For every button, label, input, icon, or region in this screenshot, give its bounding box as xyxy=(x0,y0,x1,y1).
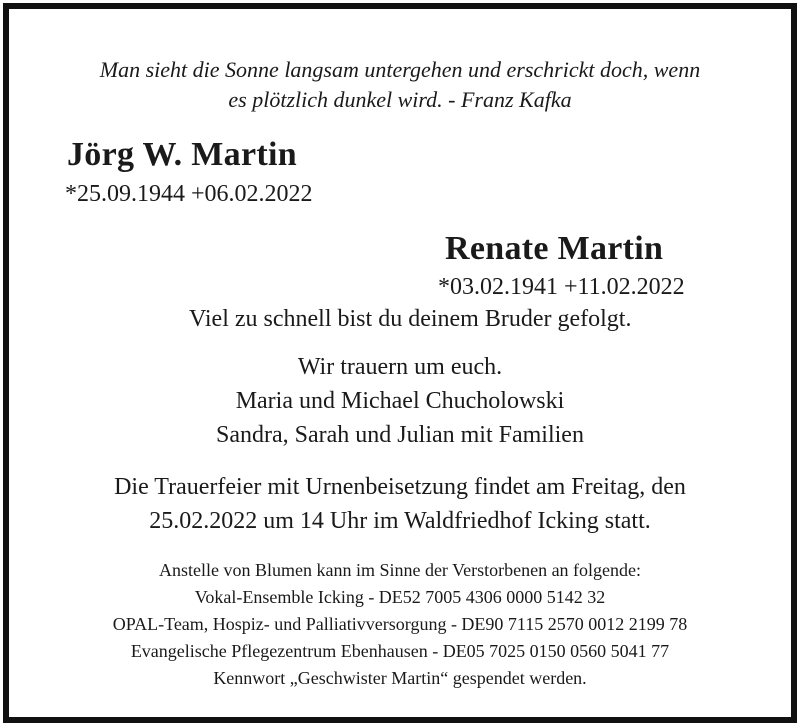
kafka-quote-line-1: Man sieht die Sonne langsam untergehen und erschrickt doch, wenn xyxy=(99,57,701,82)
deceased-dates-joerg: *25.09.1944 +06.02.2022 xyxy=(65,181,313,207)
donations-intro: Anstelle von Blumen kann im Sinne der Verstorbenen an folgende: xyxy=(158,560,642,580)
deceased-name-joerg: Jörg W. Martin xyxy=(67,136,297,173)
deceased-name-renate: Renate Martin xyxy=(445,230,664,267)
donation-line-pflegezentrum: Evangelische Pflegezentrum Ebenhausen - DE05 7025 0150 0560 5041 77 xyxy=(130,641,670,661)
obituary-frame xyxy=(3,3,797,723)
donation-keyword: Kennwort „Geschwister Martin“ gespendet werden. xyxy=(213,668,587,688)
mourners-intro: Wir trauern um euch. xyxy=(297,354,503,380)
ceremony-line-2: 25.02.2022 um 14 Uhr im Waldfriedhof Icking statt. xyxy=(149,508,651,534)
ceremony-line-1: Die Trauerfeier mit Urnenbeisetzung findet am Freitag, den xyxy=(114,474,686,500)
mourners-line-1: Maria und Michael Chucholowski xyxy=(235,388,565,414)
kafka-quote-line-2: es plötzlich dunkel wird. - Franz Kafka xyxy=(228,87,572,112)
donation-line-vokal-ensemble: Vokal-Ensemble Icking - DE52 7005 4306 0000 5142 32 xyxy=(194,587,606,607)
donation-line-opal-team: OPAL-Team, Hospiz- und Palliativversorgung - DE90 7115 2570 0012 2199 78 xyxy=(112,614,688,634)
mourners-line-2: Sandra, Sarah und Julian mit Familien xyxy=(216,422,584,448)
renate-note: Viel zu schnell bist du deinem Bruder gefolgt. xyxy=(189,306,632,332)
deceased-dates-renate: *03.02.1941 +11.02.2022 xyxy=(438,274,685,300)
